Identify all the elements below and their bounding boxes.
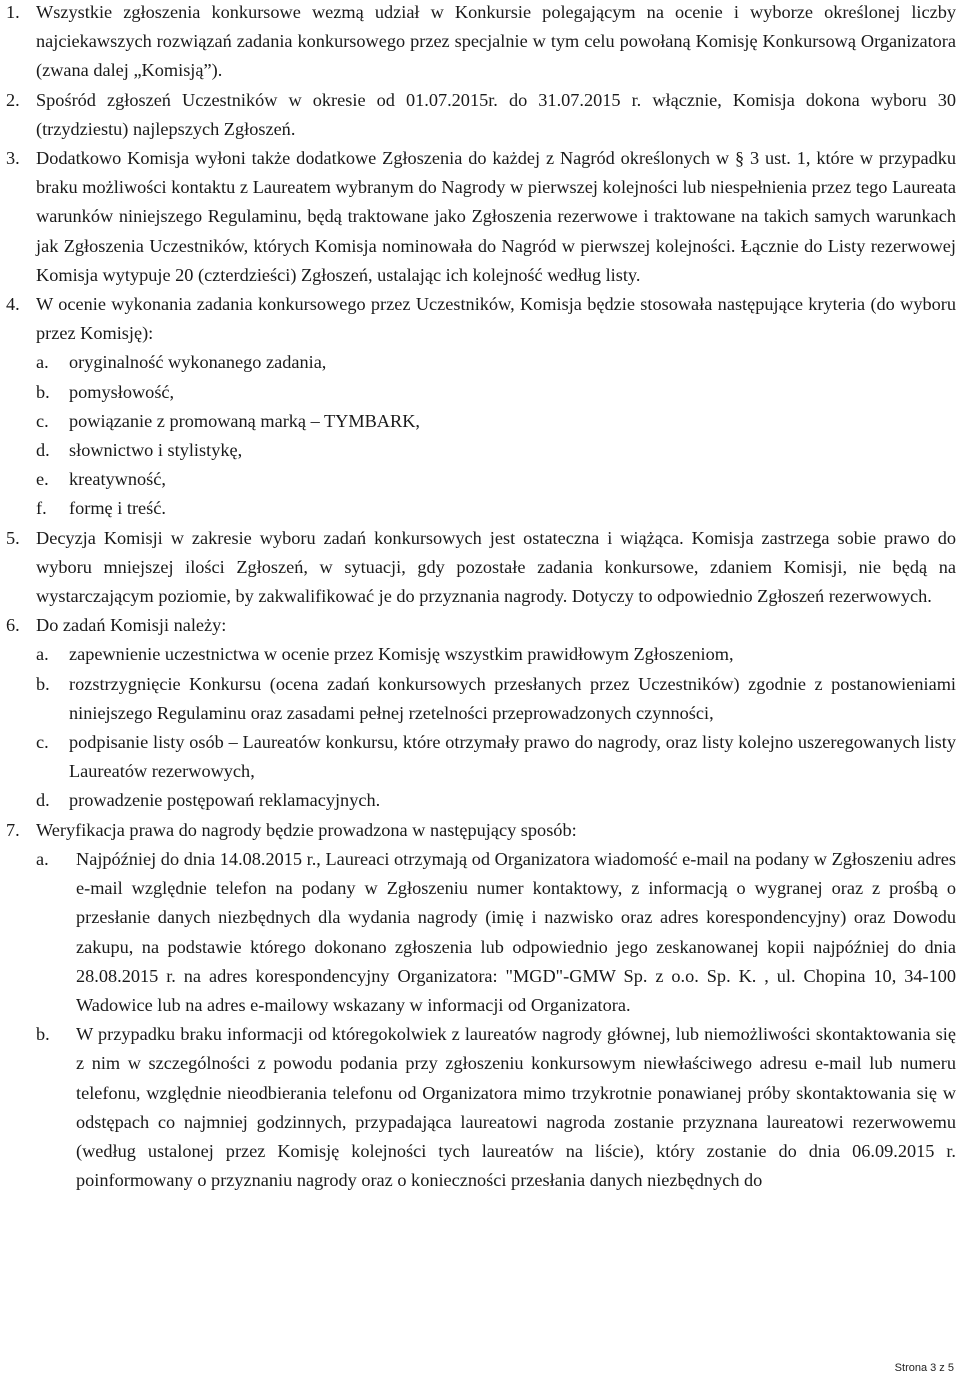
list-item-text: słownictwo i stylistykę, [69, 440, 243, 461]
list-item [36, 494, 956, 523]
list-item-text: Najpóźniej do dnia 14.08.2015 r., Laureaci otrzymają od Organizatora wiadomość e-mail na podany w Zgłoszeniu adres e-mail względnie telefon na podany w Zgłoszeniu numer kontaktowy, z informacją o wygranej oraz z prośbą o przesłanie danych niezbędnych dla wydania nagrody (imię i nazwisko oraz adres korespondencyjny) oraz Dowodu zakupu, na podstawie którego dokonano zgłoszenia lub odpowiednio jego zeskanowanej kopii najpóźniej do dnia 28.08.2015 r. na adres korespondencyjny Organizatora: "MGD"-GMW Sp. z o.o. Sp. K. , ul. Chopina 10, 34-100 Wadowice lub na adres e-mailowy wskazany w informacji od Organizatora. [76, 848, 956, 1015]
list-letter: c. [36, 410, 49, 431]
list-letter: b. [36, 381, 50, 402]
list-item-text: podpisanie listy osób – Laureatów konkursu, które otrzymały prawo do nagrody, oraz listy kolejno uszeregowanych listy Laureatów rezerwowych, [69, 732, 956, 782]
list-letter: b. [36, 673, 50, 694]
paragraph-number: 6. [6, 615, 20, 636]
paragraph-5 [0, 524, 960, 612]
list-item [36, 378, 956, 407]
paragraph-number: 4. [6, 294, 20, 315]
list-item-text: W przypadku braku informacji od któregokolwiek z laureatów nagrody głównej, lub niemożliwości skontaktowania się z nim w szczególności z powodu podania przy zgłoszeniu konkursowym niewłaściwego adresu e-mail lub numeru telefonu, względnie nieodbierania telefonu od Organizatora mimo trzykrotnie ponawianej próby skontaktowania się w odstępach co najmniej godzinnych, przypadająca laureatowi nagroda zostanie przyznana laureatowi rezerwowemu (według ustalonej przez Komisję kolejności tych laureatów na liście), który zostanie do dnia 06.09.2015 r. poinformowany o przyznaniu nagrody oraz o konieczności przesłania danych niezbędnych do [76, 1024, 956, 1191]
list-letter: a. [36, 848, 49, 869]
list-item-text: prowadzenie postępowań reklamacyjnych. [69, 790, 381, 811]
list-item-text: pomysłowość, [69, 381, 175, 402]
list-item [36, 728, 956, 786]
criteria-list [36, 348, 956, 523]
list-item-text: powiązanie z promowaną marką – TYMBARK, [69, 410, 420, 431]
list-letter: a. [36, 352, 49, 373]
list-letter: e. [36, 469, 49, 490]
paragraph-4 [0, 290, 960, 524]
list-item-text: kreatywność, [69, 469, 166, 490]
list-item [36, 786, 956, 815]
paragraph-number: 5. [6, 527, 20, 548]
list-item [36, 670, 956, 728]
list-letter: a. [36, 644, 49, 665]
paragraph-7 [0, 816, 960, 1196]
paragraph-number: 3. [6, 148, 20, 169]
paragraph-text: Do zadań Komisji należy: [36, 615, 227, 636]
paragraph-2 [0, 86, 960, 144]
paragraph-text: Decyzja Komisji w zakresie wyboru zadań konkursowych jest ostateczna i wiążąca. Komisja zastrzega sobie prawo do wyboru mniejszej ilości Zgłoszeń, w sytuacji, gdy pozostałe zadania konkursowe, zdaniem Komisji, nie będą na wystarczającym poziomie, by zakwalifikować je do przyznania nagrody. Dotyczy to odpowiednio Zgłoszeń rezerwowych. [36, 527, 956, 607]
list-letter: c. [36, 732, 49, 753]
list-item [36, 845, 956, 1020]
list-item [36, 436, 956, 465]
paragraph-number: 7. [6, 819, 20, 840]
duties-list [36, 640, 956, 815]
list-item-text: rozstrzygnięcie Konkursu (ocena zadań konkursowych przesłanych przez Uczestników) zgodnie z postanowieniami niniejszego Regulaminu oraz zasadami pełnej rzetelności przeprowadzonych czynności, [69, 673, 956, 723]
paragraph-1 [0, 0, 960, 86]
paragraph-text: W ocenie wykonania zadania konkursowego przez Uczestników, Komisja będzie stosowała następujące kryteria (do wyboru przez Komisję): [36, 294, 956, 344]
list-item [36, 1020, 956, 1195]
paragraph-text: Spośród zgłoszeń Uczestników w okresie od 01.07.2015r. do 31.07.2015 r. włącznie, Komisja dokona wyboru 30 (trzydziestu) najlepszych Zgłoszeń. [36, 89, 956, 139]
page-number: Strona 3 z 5 [894, 1362, 954, 1374]
list-item [36, 348, 956, 377]
list-item-text: formę i treść. [69, 498, 166, 519]
list-letter: d. [36, 440, 50, 461]
paragraph-text: Wszystkie zgłoszenia konkursowe wezmą udział w Konkursie polegającym na ocenie i wyborze określonej liczby najciekawszych rozwiązań zadania konkursowego przez specjalnie w tym celu powołaną Komisję Konkursową Organizatora (zwana dalej „Komisją”). [36, 2, 956, 81]
paragraph-text: Weryfikacja prawa do nagrody będzie prowadzona w następujący sposób: [36, 819, 577, 840]
paragraph-3 [0, 144, 960, 290]
list-letter: d. [36, 790, 50, 811]
list-item-text: zapewnienie uczestnictwa w ocenie przez Komisję wszystkim prawidłowym Zgłoszeniom, [69, 644, 734, 665]
paragraph-number: 1. [6, 2, 20, 22]
list-letter: f. [36, 498, 47, 519]
paragraph-text: Dodatkowo Komisja wyłoni także dodatkowe Zgłoszenia do każdej z Nagród określonych w § 3 ust. 1, które w przypadku braku możliwości kontaktu z Laureatem wybranym do Nagrody w pierwszej kolejności lub niespełnienia przez tego Laureata warunków niniejszego Regulaminu, będą traktowane jako Zgłoszenia rezerwowe i traktowane na takich samych warunkach jak Zgłoszenia Uczestników, których Komisja nominowała do Nagród w pierwszej kolejności. Łącznie do Listy rezerwowej Komisja wytypuje 20 (czterdzieści) Zgłoszeń, ustalając ich kolejność według listy. [36, 148, 956, 285]
list-item [36, 407, 956, 436]
verification-list [36, 845, 956, 1195]
list-letter: b. [36, 1024, 50, 1045]
paragraph-number: 2. [6, 89, 20, 110]
list-item [36, 465, 956, 494]
paragraph-6 [0, 611, 960, 815]
list-item-text: oryginalność wykonanego zadania, [69, 352, 327, 373]
list-item [36, 640, 956, 669]
